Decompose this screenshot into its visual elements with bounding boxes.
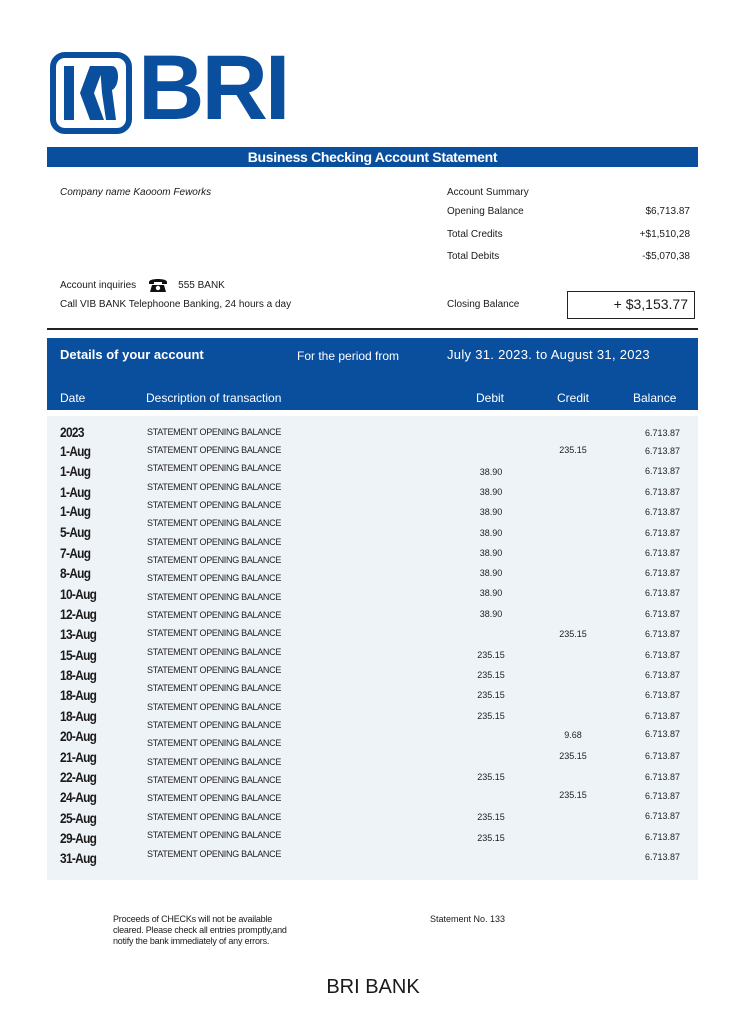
transaction-date: 1-Aug	[60, 484, 91, 500]
transaction-credit: 235.15	[559, 751, 587, 761]
footer-note-line: notify the bank immediately of any errors.	[113, 936, 270, 946]
transaction-date: 29-Aug	[60, 830, 97, 846]
bri-logo	[50, 37, 288, 139]
transaction-date: 2023	[60, 424, 84, 440]
transaction-date: 22-Aug	[60, 769, 97, 785]
opening-balance-label: Opening Balance	[447, 206, 524, 217]
transaction-credit: 235.15	[559, 445, 587, 455]
bri-logo-icon	[50, 52, 132, 134]
transaction-description: STATEMENT OPENING BALANCE	[147, 482, 282, 492]
transaction-description: STATEMENT OPENING BALANCE	[147, 775, 282, 785]
transaction-balance: 6.713.87	[644, 568, 680, 578]
transaction-balance: 6.713.87	[644, 629, 680, 639]
transaction-debit: 235.15	[477, 690, 505, 700]
transaction-description: STATEMENT OPENING BALANCE	[147, 463, 282, 473]
transaction-date: 31-Aug	[60, 850, 97, 866]
column-header-description: Description of transaction	[146, 391, 282, 405]
transaction-balance: 6.713.87	[644, 548, 680, 558]
closing-balance-label: Closing Balance	[447, 299, 520, 310]
transaction-date: 10-Aug	[60, 586, 97, 602]
transaction-description: STATEMENT OPENING BALANCE	[147, 592, 282, 602]
transaction-description: STATEMENT OPENING BALANCE	[147, 427, 282, 437]
transaction-debit: 235.15	[477, 772, 505, 782]
transaction-balance: 6.713.87	[644, 690, 680, 700]
transactions-table	[47, 416, 698, 880]
transaction-debit: 38.90	[479, 528, 503, 538]
details-header	[47, 338, 698, 410]
total-credits-row	[447, 229, 690, 240]
account-summary-title: Account Summary	[447, 187, 529, 198]
total-debits-value: -$5,070,38	[642, 251, 690, 262]
phone-icon	[148, 277, 168, 293]
transaction-date: 1-Aug	[60, 463, 91, 479]
transaction-date: 7-Aug	[60, 545, 91, 561]
company-name: Company name Kaooom Feworks	[60, 187, 212, 198]
transaction-description: STATEMENT OPENING BALANCE	[147, 445, 282, 455]
period-dates: July 31. 2023. to August 31, 2023	[447, 347, 650, 362]
transaction-balance: 6.713.87	[644, 791, 680, 801]
transaction-balance: 6.713.87	[644, 528, 680, 538]
transaction-balance: 6.713.87	[644, 428, 680, 438]
transaction-description: STATEMENT OPENING BALANCE	[147, 555, 282, 565]
opening-balance-row	[447, 206, 690, 217]
transaction-balance: 6.713.87	[644, 487, 680, 497]
transaction-date: 13-Aug	[60, 626, 97, 642]
transaction-description: STATEMENT OPENING BALANCE	[147, 830, 282, 840]
column-header-date: Date	[60, 391, 86, 405]
transaction-description: STATEMENT OPENING BALANCE	[147, 518, 282, 528]
transaction-description: STATEMENT OPENING BALANCE	[147, 628, 282, 638]
transaction-date: 21-Aug	[60, 749, 97, 765]
column-header-balance: Balance	[633, 391, 677, 405]
total-debits-row	[447, 251, 690, 262]
transaction-description: STATEMENT OPENING BALANCE	[147, 757, 282, 767]
transaction-description: STATEMENT OPENING BALANCE	[147, 720, 282, 730]
transaction-description: STATEMENT OPENING BALANCE	[147, 683, 282, 693]
transaction-description: STATEMENT OPENING BALANCE	[147, 610, 282, 620]
transaction-balance: 6.713.87	[644, 729, 680, 739]
transaction-balance: 6.713.87	[644, 811, 680, 821]
transaction-date: 1-Aug	[60, 443, 91, 459]
transaction-debit: 38.90	[479, 507, 503, 517]
transaction-debit: 38.90	[479, 588, 503, 598]
total-credits-label: Total Credits	[447, 229, 503, 240]
period-label: For the period from	[297, 349, 400, 363]
transaction-debit: 235.15	[477, 711, 505, 721]
transaction-balance: 6.713.87	[644, 446, 680, 456]
transaction-debit: 235.15	[477, 670, 505, 680]
closing-balance-value: + $3,153.77	[567, 291, 695, 319]
transaction-date: 18-Aug	[60, 667, 97, 683]
account-inquiries	[60, 277, 225, 293]
transaction-credit: 9.68	[564, 730, 582, 740]
transaction-description: STATEMENT OPENING BALANCE	[147, 500, 282, 510]
transaction-description: STATEMENT OPENING BALANCE	[147, 573, 282, 583]
transaction-balance: 6.713.87	[644, 650, 680, 660]
transaction-balance: 6.713.87	[644, 772, 680, 782]
transaction-balance: 6.713.87	[644, 852, 680, 862]
transaction-description: STATEMENT OPENING BALANCE	[147, 793, 282, 803]
transaction-balance: 6.713.87	[644, 832, 680, 842]
transaction-date: 18-Aug	[60, 687, 97, 703]
transaction-description: STATEMENT OPENING BALANCE	[147, 849, 282, 859]
inquiries-label: Account inquiries	[60, 279, 137, 291]
transaction-date: 24-Aug	[60, 789, 97, 805]
transaction-date: 20-Aug	[60, 728, 97, 744]
total-credits-value: +$1,510,28	[639, 229, 690, 240]
footer-note-line: Proceeds of CHECKs will not be available	[113, 914, 273, 924]
footer-note-line: cleared. Please check all entries promptly,and	[113, 925, 287, 935]
transaction-date: 5-Aug	[60, 524, 91, 540]
transaction-description: STATEMENT OPENING BALANCE	[147, 702, 282, 712]
transaction-date: 15-Aug	[60, 647, 97, 663]
transaction-description: STATEMENT OPENING BALANCE	[147, 647, 282, 657]
transaction-balance: 6.713.87	[644, 507, 680, 517]
transaction-date: 8-Aug	[60, 565, 91, 581]
transaction-balance: 6.713.87	[644, 609, 680, 619]
bank-name: BRI BANK	[326, 976, 420, 998]
transaction-date: 18-Aug	[60, 708, 97, 724]
transaction-credit: 235.15	[559, 790, 587, 800]
transaction-balance: 6.713.87	[644, 466, 680, 476]
transaction-description: STATEMENT OPENING BALANCE	[147, 537, 282, 547]
transaction-credit: 235.15	[559, 629, 587, 639]
transaction-debit: 38.90	[479, 467, 503, 477]
transaction-debit: 38.90	[479, 548, 503, 558]
column-header-debit: Debit	[476, 391, 505, 405]
opening-balance-value: $6,713.87	[645, 206, 690, 217]
transaction-debit: 38.90	[479, 609, 503, 619]
section-divider	[47, 328, 698, 330]
footer-note	[113, 914, 323, 947]
transaction-balance: 6.713.87	[644, 751, 680, 761]
transaction-description: STATEMENT OPENING BALANCE	[147, 665, 282, 675]
transaction-description: STATEMENT OPENING BALANCE	[147, 738, 282, 748]
telephone-banking: Call VIB BANK Telephoone Banking, 24 hours a day	[60, 299, 292, 310]
transaction-debit: 38.90	[479, 487, 503, 497]
total-debits-label: Total Debits	[447, 251, 500, 262]
transaction-balance: 6.713.87	[644, 588, 680, 598]
inquiries-number: 555 BANK	[178, 279, 225, 291]
transaction-debit: 235.15	[477, 812, 505, 822]
transaction-debit: 235.15	[477, 650, 505, 660]
column-header-credit: Credit	[557, 391, 590, 405]
statement-number: Statement No. 133	[430, 914, 506, 924]
transaction-debit: 235.15	[477, 833, 505, 843]
transaction-date: 25-Aug	[60, 810, 97, 826]
logo-wordmark: BRI	[138, 37, 288, 139]
transaction-debit: 38.90	[479, 568, 503, 578]
transaction-date: 12-Aug	[60, 606, 97, 622]
details-title: Details of your account	[60, 347, 204, 362]
transaction-description: STATEMENT OPENING BALANCE	[147, 812, 282, 822]
statement-title: Business Checking Account Statement	[47, 147, 698, 167]
transaction-balance: 6.713.87	[644, 670, 680, 680]
transaction-date: 1-Aug	[60, 503, 91, 519]
transaction-balance: 6.713.87	[644, 711, 680, 721]
